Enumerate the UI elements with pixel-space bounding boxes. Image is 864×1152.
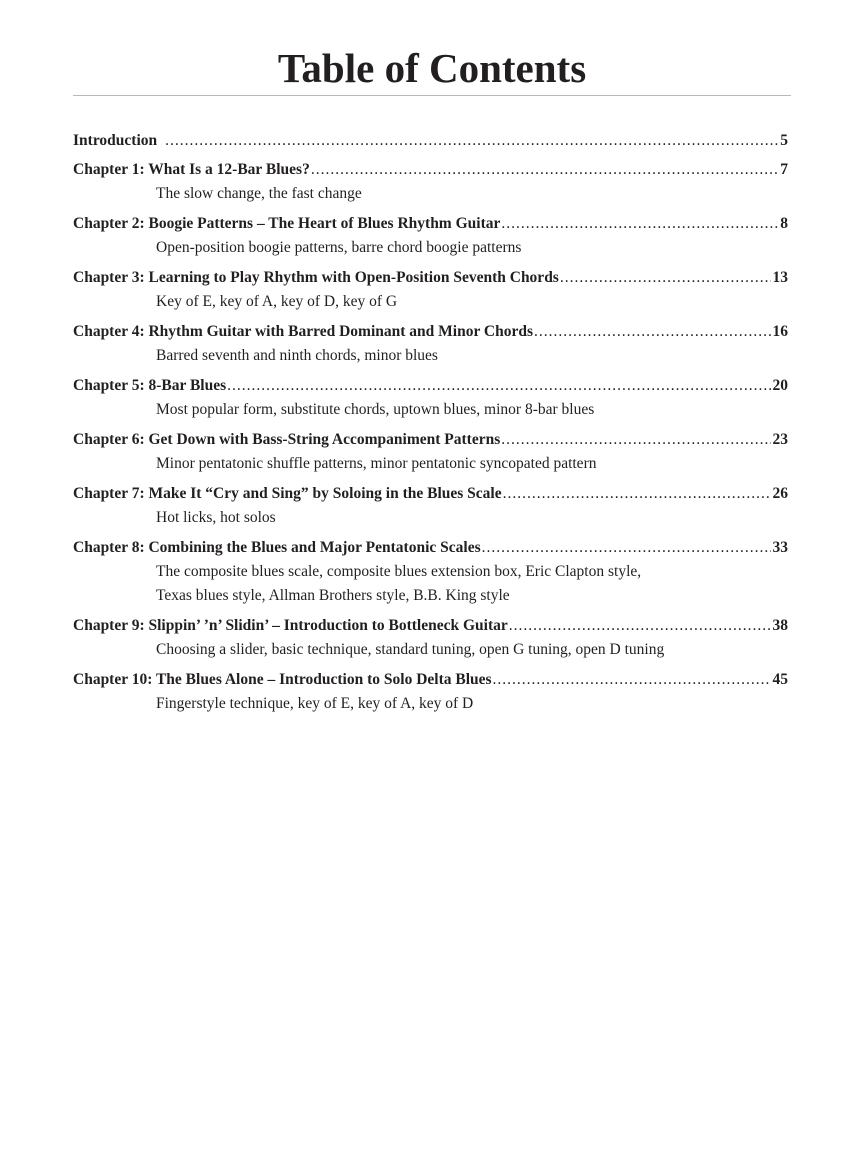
toc-entry-subtopics: Choosing a slider, basic technique, standard tuning, open G tuning, open D tuning — [156, 641, 665, 658]
toc-entry-chapter-9[interactable] — [73, 615, 788, 662]
toc-entry-line — [73, 669, 788, 691]
toc-entry-page: 13 — [772, 269, 788, 286]
toc-entry-subtopics: Most popular form, substitute chords, uptown blues, minor 8-bar blues — [156, 401, 595, 418]
toc-entry-subtopics: Fingerstyle technique, key of E, key of A, key of D — [156, 695, 474, 712]
toc-entry-line — [73, 213, 788, 235]
toc-entry-page: 5 — [780, 132, 788, 149]
dot-leader — [165, 130, 778, 152]
toc-entry-subtopics: The composite blues scale, composite blues extension box, Eric Clapton style, — [156, 563, 642, 580]
toc-entry-chapter-7[interactable] — [73, 483, 788, 530]
toc-entry-chapter-2[interactable] — [73, 213, 788, 260]
toc-entry-chapter-6[interactable] — [73, 429, 788, 476]
toc-list — [73, 130, 788, 723]
toc-entry-chapter-4[interactable] — [73, 321, 788, 368]
toc-entry-chapter-1[interactable] — [73, 159, 788, 206]
dot-leader — [227, 375, 770, 397]
dot-leader — [503, 483, 771, 505]
toc-entry-introduction[interactable] — [73, 130, 788, 152]
toc-entry-label: Introduction — [73, 132, 158, 149]
toc-entry-line — [73, 375, 788, 397]
dot-leader — [501, 429, 770, 451]
toc-entry-subtopics: Barred seventh and ninth chords, minor blues — [156, 347, 438, 364]
toc-entry-line — [73, 537, 788, 559]
toc-entry-label: Chapter 4: Rhythm Guitar with Barred Dominant and Minor Chords — [73, 323, 534, 340]
toc-entry-subtopics: Texas blues style, Allman Brothers style, B.B. King style — [156, 587, 510, 604]
toc-entry-subtopics: Open-position boogie patterns, barre chord boogie patterns — [156, 239, 522, 256]
toc-entry-chapter-10[interactable] — [73, 669, 788, 716]
dot-leader — [482, 537, 771, 559]
toc-entry-page: 38 — [772, 617, 788, 634]
toc-entry-line — [73, 483, 788, 505]
dot-leader — [311, 159, 778, 181]
toc-entry-label: Chapter 1: What Is a 12-Bar Blues? — [73, 161, 310, 178]
toc-entry-label: Chapter 2: Boogie Patterns – The Heart of Blues Rhythm Guitar — [73, 215, 501, 232]
toc-entry-subtopics: Hot licks, hot solos — [156, 509, 276, 526]
toc-entry-label: Chapter 10: The Blues Alone – Introduction to Solo Delta Blues — [73, 671, 492, 688]
toc-entry-page: 26 — [772, 485, 788, 502]
toc-entry-label: Chapter 9: Slippin’ ’n’ Slidin’ – Introduction to Bottleneck Guitar — [73, 617, 508, 634]
toc-entry-label: Chapter 7: Make It “Cry and Sing” by Soloing in the Blues Scale — [73, 485, 502, 502]
toc-entry-chapter-5[interactable] — [73, 375, 788, 422]
toc-entry-page: 8 — [780, 215, 788, 232]
toc-entry-label: Chapter 3: Learning to Play Rhythm with Open-Position Seventh Chords — [73, 269, 559, 286]
toc-entry-label: Chapter 6: Get Down with Bass-String Accompaniment Patterns — [73, 431, 501, 448]
toc-entry-page: 7 — [780, 161, 788, 178]
toc-entry-line — [73, 321, 788, 343]
dot-leader — [560, 267, 771, 289]
toc-entry-line — [73, 159, 788, 181]
toc-entry-line — [73, 130, 788, 152]
toc-entry-line — [73, 429, 788, 451]
dot-leader — [509, 615, 771, 637]
toc-entry-subtopics: Key of E, key of A, key of D, key of G — [156, 293, 398, 310]
toc-entry-subtopics: Minor pentatonic shuffle patterns, minor pentatonic syncopated pattern — [156, 455, 597, 472]
dot-leader — [493, 669, 771, 691]
dot-leader — [501, 213, 778, 235]
toc-entry-chapter-3[interactable] — [73, 267, 788, 314]
toc-entry-label: Chapter 8: Combining the Blues and Major Pentatonic Scales — [73, 539, 481, 556]
toc-entry-line — [73, 615, 788, 637]
toc-entry-page: 33 — [772, 539, 788, 556]
page-title: Table of Contents — [277, 45, 587, 91]
toc-entry-page: 23 — [772, 431, 788, 448]
toc-entry-page: 20 — [772, 377, 788, 394]
toc-entry-label: Chapter 5: 8-Bar Blues — [73, 377, 227, 394]
title-divider — [73, 95, 791, 96]
toc-entry-line — [73, 267, 788, 289]
toc-entry-subtopics: The slow change, the fast change — [156, 185, 362, 202]
toc-entry-page: 45 — [772, 671, 788, 688]
toc-entry-chapter-8[interactable] — [73, 537, 788, 608]
toc-entry-page: 16 — [772, 323, 788, 340]
dot-leader — [534, 321, 770, 343]
